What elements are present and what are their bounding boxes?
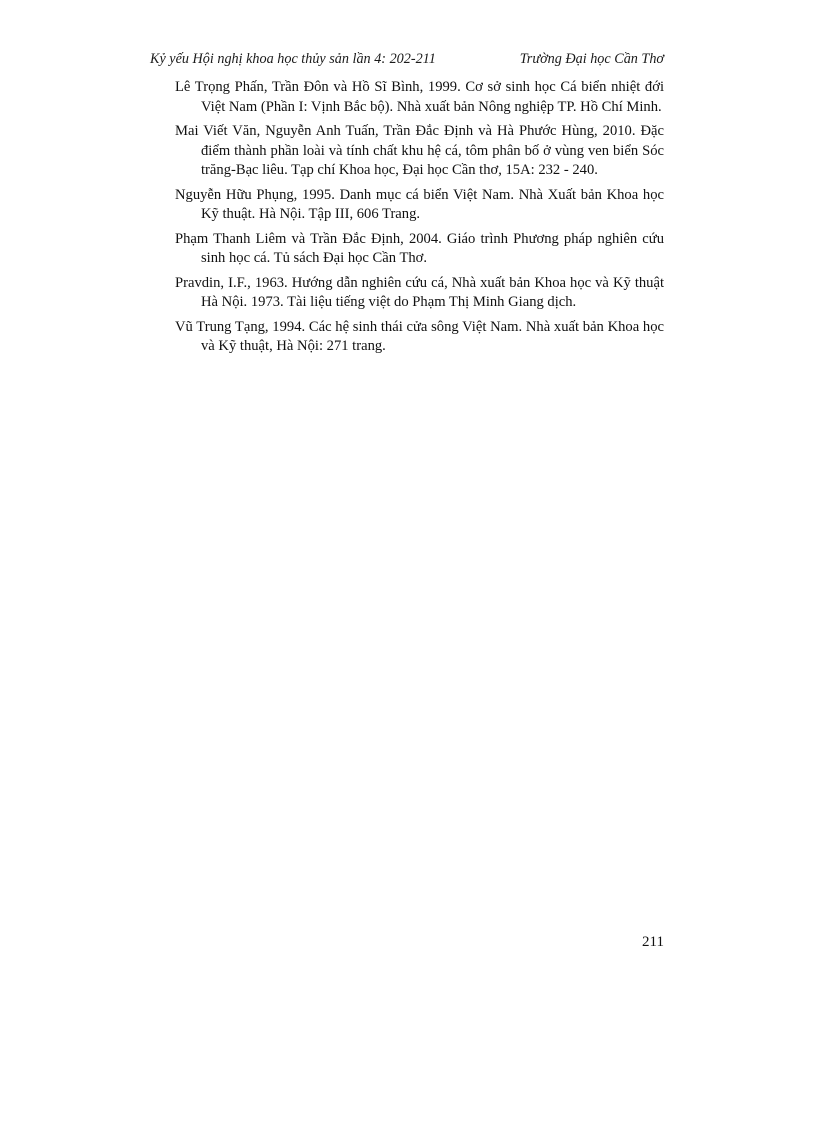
- reference-entry: Vũ Trung Tạng, 1994. Các hệ sinh thái cửa sông Việt Nam. Nhà xuất bản Khoa học và Kỹ thuật, Hà Nội: 271 trang.: [175, 318, 664, 354]
- header-institution: Trường Đại học Cần Thơ: [519, 51, 664, 67]
- header-proceedings-title: Kỷ yếu Hội nghị khoa học thủy sản lần 4: 202-211: [150, 51, 436, 67]
- reference-entry: Nguyễn Hữu Phụng, 1995. Danh mục cá biển Việt Nam. Nhà Xuất bản Khoa học Kỹ thuật. Hà Nội. Tập III, 606 Trang.: [175, 186, 664, 222]
- reference-entry: Mai Viết Văn, Nguyễn Anh Tuấn, Trần Đắc Định và Hà Phước Hùng, 2010. Đặc điểm thành phần loài và tính chất khu hệ cá, tôm phân bố ở vùng ven biển Sóc trăng-Bạc liêu. Tạp chí Khoa học, Đại học Cần thơ, 15A: 232 - 240.: [175, 123, 664, 178]
- running-header: [150, 50, 664, 68]
- reference-entry: Lê Trọng Phấn, Trần Đôn và Hồ Sĩ Bình, 1999. Cơ sở sinh học Cá biển nhiệt đới Việt Nam (Phần I: Vịnh Bắc bộ). Nhà xuất bản Nông nghiệp TP. Hồ Chí Minh.: [175, 79, 664, 115]
- reference-entry: Pravdin, I.F., 1963. Hướng dẫn nghiên cứu cá, Nhà xuất bản Khoa học và Kỹ thuật Hà Nội. 1973. Tài liệu tiếng việt do Phạm Thị Minh Giang dịch.: [175, 274, 664, 310]
- page-number: 211: [642, 934, 664, 950]
- reference-entry: Phạm Thanh Liêm và Trần Đắc Định, 2004. Giáo trình Phương pháp nghiên cứu sinh học cá. Tủ sách Đại học Cần Thơ.: [175, 230, 664, 266]
- reference-list: [175, 78, 664, 362]
